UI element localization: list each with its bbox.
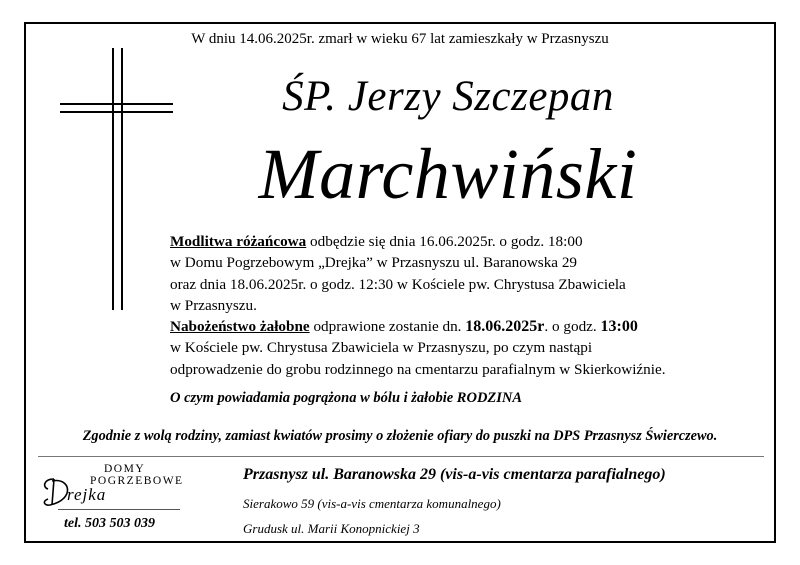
mass-label: Nabożeństwo żałobne	[170, 318, 310, 336]
family-notice: O czym powiadamia pogrążona w bólu i żałobie RODZINA	[170, 390, 523, 406]
intro-text: W dniu 14.06.2025r. zmarł w wieku 67 lat zamieszkały w Przasnyszu	[191, 31, 609, 47]
logo-line3: rejka	[67, 485, 107, 504]
prayer-text: oraz dnia 18.06.2025r. o godz. 12:30 w Kościele pw. Chrystusa Zbawiciela	[170, 275, 626, 293]
address-main: Przasnysz ul. Baranowska 29 (vis-a-vis cmentarza parafialnego)	[243, 466, 666, 483]
logo-line1: DOMY	[104, 463, 146, 475]
mass-text: odprowadzenie do grobu rodzinnego na cmentarzu parafialnym w Skierkowiźnie.	[170, 360, 666, 378]
address-second: Sierakowo 59 (vis-a-vis cmentarza komunalnego)	[243, 496, 501, 511]
deceased-surname: Marchwiński	[258, 134, 638, 214]
address-third: Grudusk ul. Marii Konopnickiej 3	[243, 521, 420, 536]
mass-text: . o godz.	[544, 318, 601, 336]
prayer-text: w Przasnyszu.	[170, 296, 257, 314]
prayer-label: Modlitwa różańcowa	[170, 233, 307, 250]
deceased-first-names: ŚP. Jerzy Szczepan	[282, 73, 614, 120]
funeral-home-logo	[40, 463, 200, 513]
logo-underline	[58, 509, 180, 510]
prayer-text: w Domu Pogrzebowym „Drejka” w Przasnyszu ul. Baranowska 29	[170, 254, 578, 272]
mass-text: odprawione zostanie dn.	[309, 318, 466, 336]
mass-time: 13:00	[600, 318, 638, 336]
prayer-text: odbędzie się dnia 16.06.2025r. o godz. 18:00	[306, 233, 583, 250]
ceremony-details	[170, 231, 770, 380]
mass-text: w Kościele pw. Chrystusa Zbawiciela w Przasnyszu, po czym nastąpi	[170, 339, 593, 357]
logo-line2: POGRZEBOWE	[90, 475, 184, 487]
family-wish: Zgodnie z wolą rodziny, zamiast kwiatów prosimy o złożenie ofiary do puszki na DPS Przasnysz Świerczewo.	[82, 428, 718, 444]
phone-number: tel. 503 503 039	[64, 516, 155, 531]
mass-date: 18.06.2025r	[465, 318, 545, 336]
divider	[38, 456, 764, 457]
